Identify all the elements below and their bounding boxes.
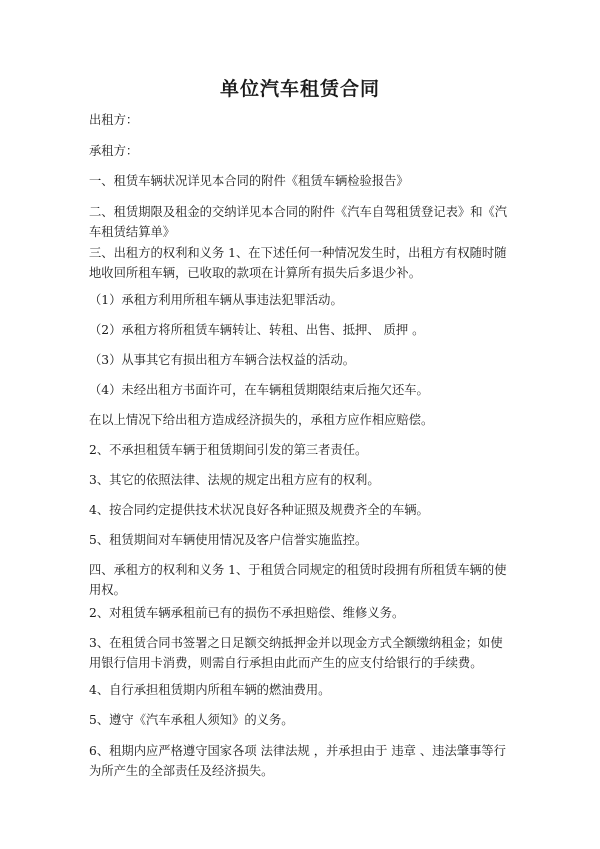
clause-3-item-1: （1）承租方利用所租车辆从事违法犯罪活动。: [89, 293, 343, 307]
lessor-right-5: 5、租赁期间对车辆使用情况及客户信誉实施监控。: [89, 533, 368, 547]
lessee-duty-6: 6、租期内应严格遵守国家各项 法律法规 ，并承担由于 违章 、违法肇事等行为所产生的全部责任及经济损失。: [89, 744, 506, 778]
clause-3-item-2: （2）承租方将所租赁车辆转让、转租、出售、抵押、 质押 。: [89, 323, 425, 337]
lessee-duty-2: 2、对租赁车辆承租前已有的损伤不承担赔偿、维修义务。: [89, 606, 405, 620]
lessor-right-2: 2、不承担租赁车辆于租赁期间引发的第三者责任。: [89, 443, 368, 457]
lessee-duty-3: 3、在租赁合同书签署之日足额交纳抵押金并以现金方式全额缴纳租金；如使用银行信用卡消费，则需自行承担由此而产生的应支付给银行的手续费。: [89, 636, 503, 670]
clause-4: 四、承租方的权利和义务 1、于租赁合同规定的租赁时段拥有所租赁车辆的使用权。: [89, 563, 507, 597]
lessor-right-4: 4、按合同约定提供技术状况良好各种证照及规费齐全的车辆。: [89, 503, 429, 517]
lessee-duty-5: 5、遵守《汽车承租人须知》的义务。: [89, 713, 294, 727]
lessee-duty-4: 4、自行承担租赁期内所租车辆的燃油费用。: [89, 683, 331, 697]
clause-2: 二、租赁期限及租金的交纳详见本合同的附件《汽车自驾租赁登记表》和《汽车租赁结算单》: [89, 205, 508, 239]
clause-3: 三、出租方的权利和义务 1、在下述任何一种情况发生时，出租方有权随时随地收回所租车辆，已收取的款项在计算所有损失后多退少补。: [89, 246, 507, 280]
lessor-line: 出租方：: [89, 113, 139, 127]
clause-3-item-3: （3）从事其它有损出租方车辆合法权益的活动。: [89, 353, 356, 367]
lessee-line: 承租方：: [89, 144, 139, 158]
clause-3-compensation: 在以上情况下给出租方造成经济损失的，承租方应作相应赔偿。: [89, 413, 434, 427]
clause-3-item-4: （4）未经出租方书面许可，在车辆租赁期限结束后拖欠还车。: [89, 383, 429, 397]
lessor-right-3: 3、其它的依照法律、法规的规定出租方应有的权利。: [89, 473, 380, 487]
document-title: 单位汽车租赁合同: [219, 78, 380, 100]
clause-1: 一、租赁车辆状况详见本合同的附件《租赁车辆检验报告》: [89, 174, 409, 188]
